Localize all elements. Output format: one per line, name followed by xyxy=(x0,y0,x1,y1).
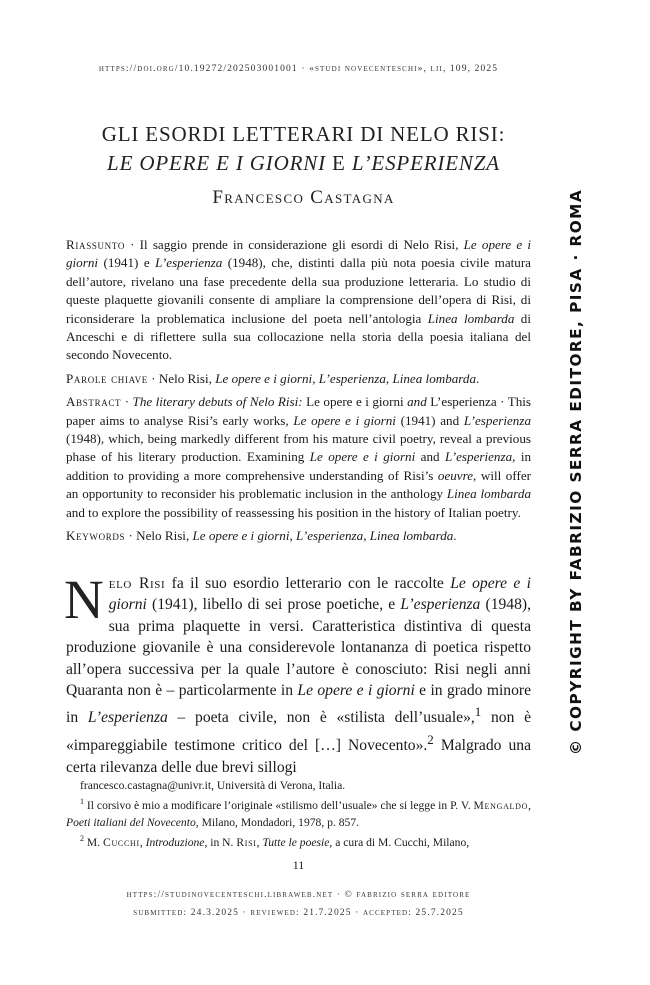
footnote-ref-2[interactable]: 2 xyxy=(427,732,434,748)
riassunto-paragraph: Riassunto · Il saggio prende in considerazione gli esordi di Nelo Risi, Le opere e i giorni (1941) e L’esperienza (1948), che, distinti dalla più nota poesia civile matura dell’autore, rivelano una fase precedente della sua produzione letteraria. Lo studio di queste plaquette giovanili consente di ampliare la comprensione dell’opera di Risi, di riconsiderare la problematica inclusione del poeta nell’antologia Linea lombarda di Anceschi e di riflettere sulla sua collocazione nella storia della poesia italiana del secondo Novecento. xyxy=(66,237,531,363)
footer-line-2: submitted: 24.3.2025 · reviewed: 21.7.2025 · accepted: 25.7.2025 xyxy=(133,908,464,918)
abstract-paragraph: Abstract · The literary debuts of Nelo Risi: Le opere e i giorni and L’esperienza · This paper aims to analyse Risi’s early works, Le opere e i giorni (1941) and L’esperienza (1948), which, being markedly different from his mature civil poetry, reveal a previous phase of his literary production. Examining Le opere e i giorni and L’esperienza, in addition to providing a more comprehensive understanding of Risi’s oeuvre, will offer an opportunity to reconsider his problematic inclusion in the anthology Linea lombarda and to explore the possibility of reassessing his position in the history of Italian poetry. xyxy=(66,394,531,520)
running-header: https://doi.org/10.19272/202503001001 · «studi novecenteschi», lii, 109, 2025 xyxy=(98,64,499,74)
page-number: 11 xyxy=(292,858,305,872)
copyright-text: © COPYRIGHT BY FABRIZIO SERRA EDITORE, PISA · ROMA xyxy=(567,188,585,756)
footnote-ref-1[interactable]: 1 xyxy=(474,704,482,720)
footnotes xyxy=(66,778,531,851)
abstract-section xyxy=(66,236,531,551)
copyright-watermark xyxy=(564,184,588,760)
author-name: Francesco Castagna xyxy=(212,187,395,208)
affiliation-note: francesco.castagna@univr.it, Università di Verona, Italia. xyxy=(80,779,346,792)
title-line-2: LE OPERE E I GIORNI E L’ESPERIENZA xyxy=(107,151,500,175)
footnote-1: $^1$ Il corsivo è mio a modificare l’originale «stilismo dell’usuale» che si legge in P. V. Mengaldo, Poeti italiani del Novecento, Milano, Mondadori, 1978, p. 857. xyxy=(66,797,531,829)
title-line-1: GLI ESORDI LETTERARI DI NELO RISI: xyxy=(101,122,506,146)
keywords-paragraph: Keywords · Nelo Risi, Le opere e i giorni, L’esperienza, Linea lombarda. xyxy=(66,528,457,544)
footer-line-1: https://studinovecenteschi.libraweb.net · © fabrizio serra editore xyxy=(126,890,471,900)
body-paragraph: Nelo Risi fa il suo esordio letterario con le raccolte Le opere e i giorni (1941), libello di sei prose poetiche, e L’esperienza (1948), sua prima plaquette in versi. Caratteristica distintiva di questa produzione giovanile è una considerevole lontananza di poetica rispetto all’opera successiva per la quale l’autore è conosciuto: Risi negli anni Quaranta non è – particolarmente in Le opere e i giorni e in grado minore in L’esperienza – poeta civile, non è «stilista dell’usuale»,$^1$ non è «impareggiabile testimone critico del […] Novecento».$^2$ Malgrado una certa rilevanza delle due brevi sillogi xyxy=(64,569,532,776)
parole-chiave-paragraph: Parole chiave · Nelo Risi, Le opere e i giorni, L’esperienza, Linea lombarda. xyxy=(66,370,480,386)
article-title xyxy=(66,120,541,178)
drop-cap: N xyxy=(64,569,104,630)
footnote-2: $^2$ M. Cucchi, Introduzione, in N. Risi, Tutte le poesie, a cura di M. Cucchi, Milano, xyxy=(80,834,470,849)
